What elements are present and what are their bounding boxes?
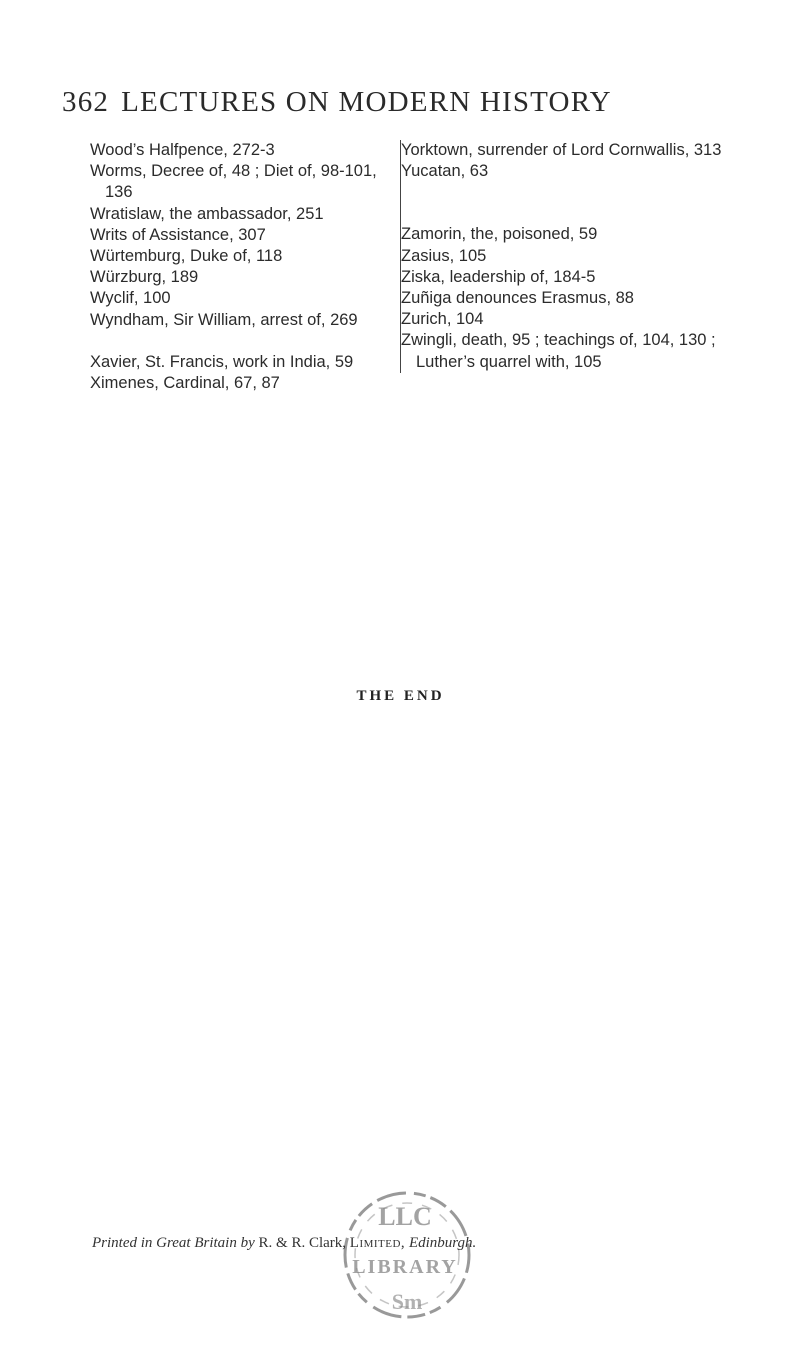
index-entry: Zwingli, death, 95 ; teachings of, 104, 130 ; Luther’s quarrel with, 105 <box>401 331 716 371</box>
running-header <box>62 86 612 119</box>
svg-text:LIBRARY: LIBRARY <box>352 1256 458 1278</box>
svg-text:Sm: Sm <box>391 1289 423 1314</box>
imprint-prefix: Printed in Great Britain by <box>92 1235 255 1251</box>
running-title: LECTURES ON MODERN HISTORY <box>121 86 612 118</box>
index-column-left <box>90 140 390 394</box>
imprint-printer: R. & R. Clark, <box>258 1235 347 1251</box>
index-entry: Ximenes, Cardinal, 67, 87 <box>90 374 280 393</box>
index-entry: Zuñiga denounces Erasmus, 88 <box>401 289 634 308</box>
printer-imprint <box>92 1235 476 1252</box>
imprint-city: Edinburgh. <box>408 1235 477 1251</box>
index-entry: Zasius, 105 <box>401 246 487 265</box>
index-entry: Wood’s Halfpence, 272-3 <box>90 141 275 159</box>
letter-gap <box>401 182 741 224</box>
index-entry: Wyclif, 100 <box>90 289 171 308</box>
index-entry: Yorktown, surrender of Lord Cornwallis, 313 <box>401 141 722 159</box>
index-entry: Worms, Decree of, 48 ; Diet of, 98-101, 136 <box>90 162 377 202</box>
index-entry: Yucatan, 63 <box>401 162 489 181</box>
index-entry: Zamorin, the, poisoned, 59 <box>401 225 598 244</box>
page-number: 362 <box>62 86 110 118</box>
the-end-label: THE END <box>356 688 445 704</box>
index-entry: Wratislaw, the ambassador, 251 <box>90 204 324 223</box>
svg-text:LLC: LLC <box>378 1202 432 1231</box>
index-entry: Würtemburg, Duke of, 118 <box>90 247 283 266</box>
index-column-right <box>400 140 741 373</box>
index-entry: Würzburg, 189 <box>90 268 199 287</box>
index-entry: Writs of Assistance, 307 <box>90 225 266 244</box>
index-entry: Ziska, leadership of, 184-5 <box>401 267 596 286</box>
index-entry: Zurich, 104 <box>401 310 484 329</box>
index-entry: Wyndham, Sir William, arrest of, 269 <box>90 310 358 329</box>
imprint-limited: Limited, <box>349 1235 406 1251</box>
library-stamp <box>325 1185 485 1325</box>
letter-gap <box>90 331 390 352</box>
index-entry: Xavier, St. Francis, work in India, 59 <box>90 352 354 371</box>
